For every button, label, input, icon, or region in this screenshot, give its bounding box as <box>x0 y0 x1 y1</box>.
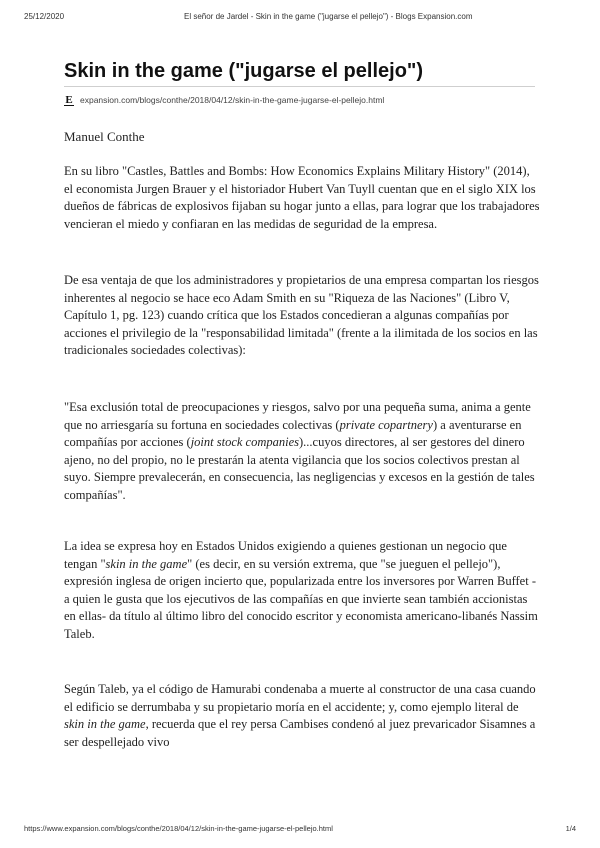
paragraph-5 <box>64 681 540 751</box>
paragraph-3-text-a: "Esa exclusión total de preocupaciones y riesgos, salvo por una pequeña suma, anima a gente que no arriesgaría su fortuna en sociedades colectivas ( <box>64 400 531 432</box>
paragraph-4-italic-b: skin in the game <box>105 556 188 571</box>
paragraph-4 <box>64 538 540 643</box>
source-link[interactable] <box>64 93 384 107</box>
paragraph-5-text-c: , recuerda que el rey persa Cambises condenó al juez prevaricador Sisamnes a ser despellejado vivo <box>64 717 536 749</box>
paragraph-3-italic-d: joint stock companies <box>190 435 300 449</box>
page-number: 1/4 <box>565 824 576 833</box>
expansion-logo-icon: E <box>65 93 73 106</box>
paragraph-3 <box>64 399 540 504</box>
article-author: Manuel Conthe <box>64 129 145 144</box>
paragraph-2: De esa ventaja de que los administradores y propietarios de una empresa compartan los riesgos inherentes al negocio se hace eco Adam Smith en su "Riqueza de las Naciones" (Libro V, Capítulo 1, pg. 123) cuando crítica que los Estados concedieran a algunas compañías por acciones el privilegio de la "responsabilidad limitada" (frente a la ilimitada de los socios en las tradicionales sociedades colectivas): <box>64 273 539 357</box>
paragraph-5-text-a: Según Taleb, ya el código de Hamurabi condenaba a muerte al constructor de una casa cuando el edificio se derrumbaba y su propietario moría en el accidente; y, como ejemplo literal de <box>64 682 536 714</box>
paragraph-5-italic-b: skin in the game <box>64 717 146 731</box>
print-date: 25/12/2020 <box>24 12 65 21</box>
paragraph-4-text-c: " (es decir, en su versión extrema, que "se jueguen el pellejo"), expresión inglesa de origen incierto que, popularizada entre los inversores por Warren Buffet -a quien le gusta que los ejecutivos de las compañías en que invierte sean también accionistas en ellas- da título al último libro del conocido escritor y economista americano-libanés Nassim Taleb. <box>64 556 538 641</box>
print-header <box>24 12 576 24</box>
paragraph-3-text-e: )...cuyos directores, al ser gestores del dinero ajeno, no del propio, no le prestarán la atenta vigilancia que los socios colectivos prestan al suyo. Siempre prevalecerán, en consecuencia, las negligencias y excesos en la gestión de tales compañías". <box>64 435 535 502</box>
paragraph-1: En su libro "Castles, Battles and Bombs: How Economics Explains Military History" (2014), el economista Jurgen Brauer y el historiador Hubert Van Tuyll cuentan que en el siglo XIX los dueños de fábricas de explosivos fijaban su hogar junto a ellas, para lograr que los trabajadores vencieran el miedo y confiaran en las medidas de seguridad de la empresa. <box>64 164 540 231</box>
title-divider <box>64 86 535 87</box>
source-url[interactable]: expansion.com/blogs/conthe/2018/04/12/skin-in-the-game-jugarse-el-pellejo.html <box>80 95 385 105</box>
print-footer <box>24 824 576 836</box>
print-footer-url: https://www.expansion.com/blogs/conthe/2018/04/12/skin-in-the-game-jugarse-el-pellejo.html <box>24 824 333 833</box>
paragraph-3-text-c: ) a aventurarse en compañías por acciones ( <box>64 417 522 449</box>
paragraph-4-text-a: La idea se expresa hoy en Estados Unidos exigiendo a quienes gestionan un negocio que tengan " <box>64 539 507 571</box>
print-page-title: El señor de Jardel - Skin in the game ("jugarse el pellejo") - Blogs Expansion.com <box>184 12 473 21</box>
paragraph-3-italic-b: private copartnery <box>339 417 433 432</box>
article-title: Skin in the game ("jugarse el pellejo") <box>64 60 424 82</box>
